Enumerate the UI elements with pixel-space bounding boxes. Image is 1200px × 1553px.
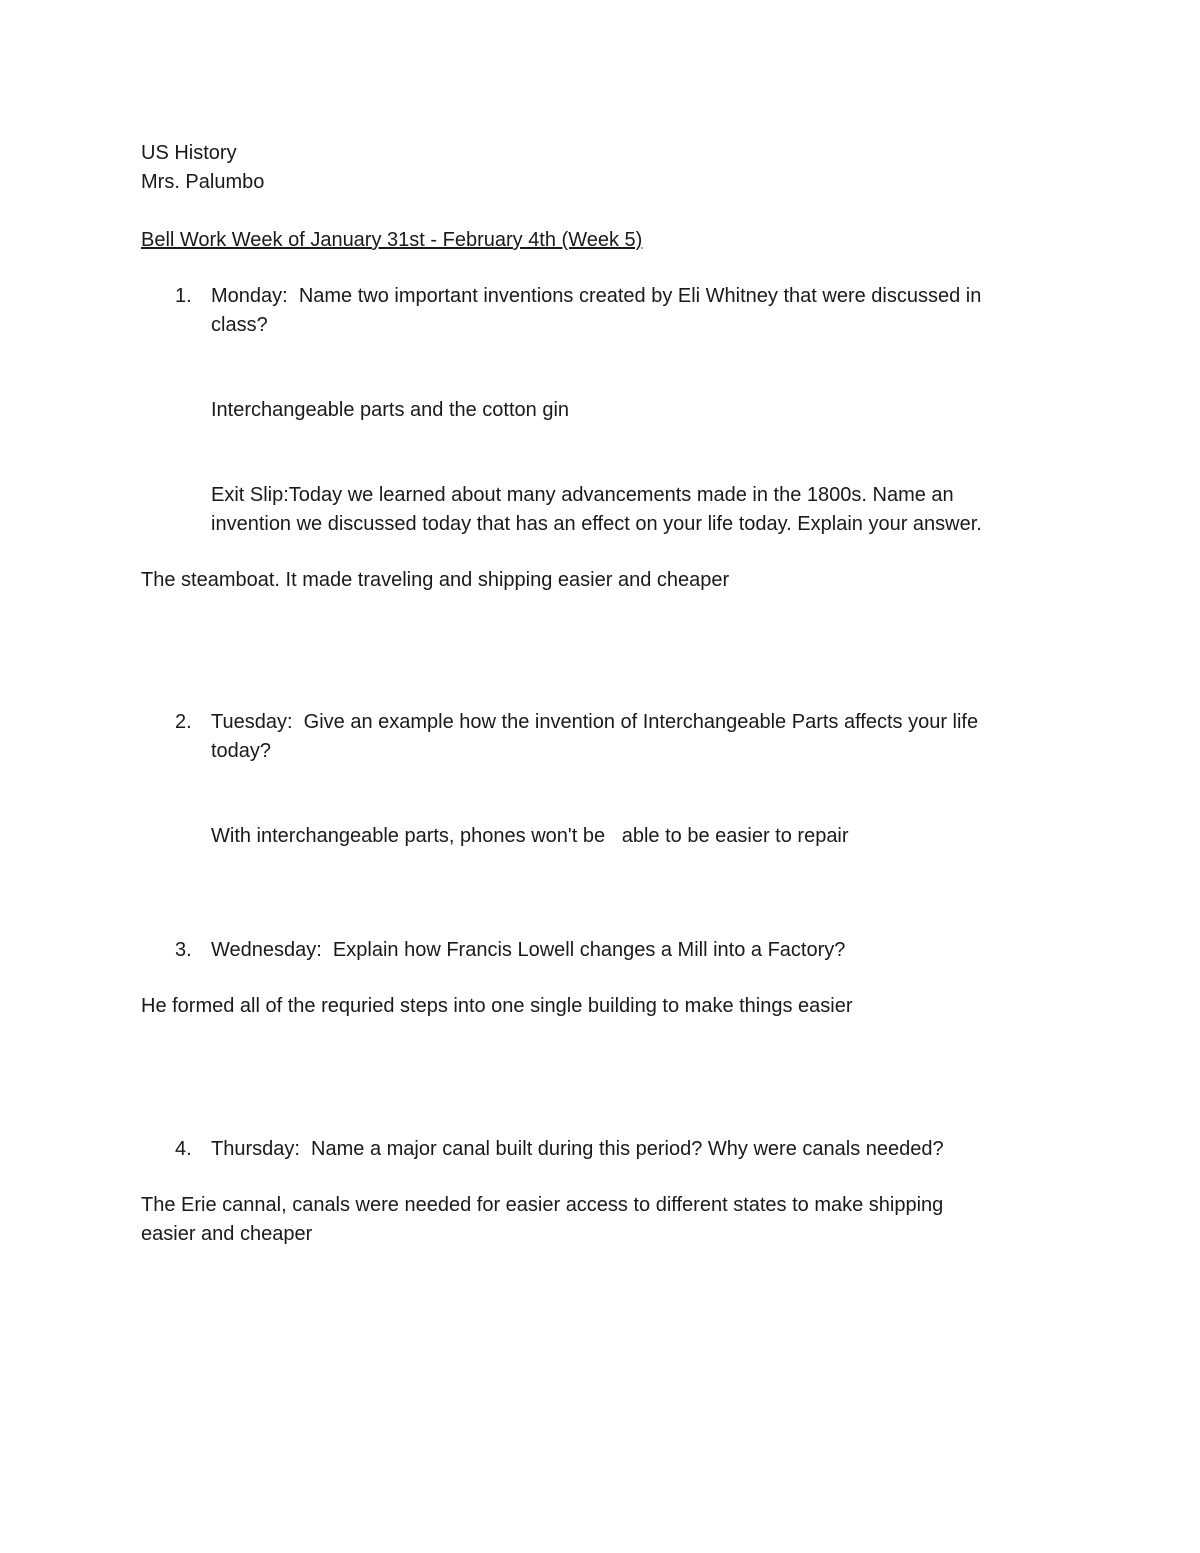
exit-slip-line2: invention we discussed today that has an effect on your life today. Explain your answer.	[211, 513, 982, 535]
teacher-name: Mrs. Palumbo	[141, 171, 265, 193]
question-monday-line2: class?	[211, 314, 268, 336]
item-number: 2.	[175, 711, 192, 733]
answer-wednesday: He formed all of the requried steps into one single building to make things easier	[141, 995, 853, 1017]
course-name: US History	[141, 142, 237, 164]
question-tuesday-line2: today?	[211, 740, 272, 762]
document-title: Bell Work Week of January 31st - February 4th (Week 5)	[141, 229, 643, 251]
item-number: 3.	[175, 939, 192, 961]
item-number: 1.	[175, 285, 192, 307]
answer-thursday-line2: easier and cheaper	[141, 1223, 313, 1245]
answer-monday: Interchangeable parts and the cotton gin	[211, 399, 570, 421]
question-thursday: Thursday: Name a major canal built during this period? Why were canals needed?	[211, 1138, 944, 1160]
question-wednesday: Wednesday: Explain how Francis Lowell changes a Mill into a Factory?	[211, 939, 846, 961]
exit-slip-line1: Exit Slip:Today we learned about many advancements made in the 1800s. Name an	[211, 484, 954, 506]
answer-thursday-line1: The Erie cannal, canals were needed for easier access to different states to make shipping	[141, 1194, 944, 1216]
exit-slip-answer: The steamboat. It made traveling and shipping easier and cheaper	[141, 569, 730, 591]
question-tuesday-line1: Tuesday: Give an example how the invention of Interchangeable Parts affects your life	[211, 711, 979, 733]
answer-tuesday: With interchangeable parts, phones won't be able to be easier to repair	[211, 825, 849, 847]
question-monday-line1: Monday: Name two important inventions created by Eli Whitney that were discussed in	[211, 285, 982, 307]
item-number: 4.	[175, 1138, 192, 1160]
